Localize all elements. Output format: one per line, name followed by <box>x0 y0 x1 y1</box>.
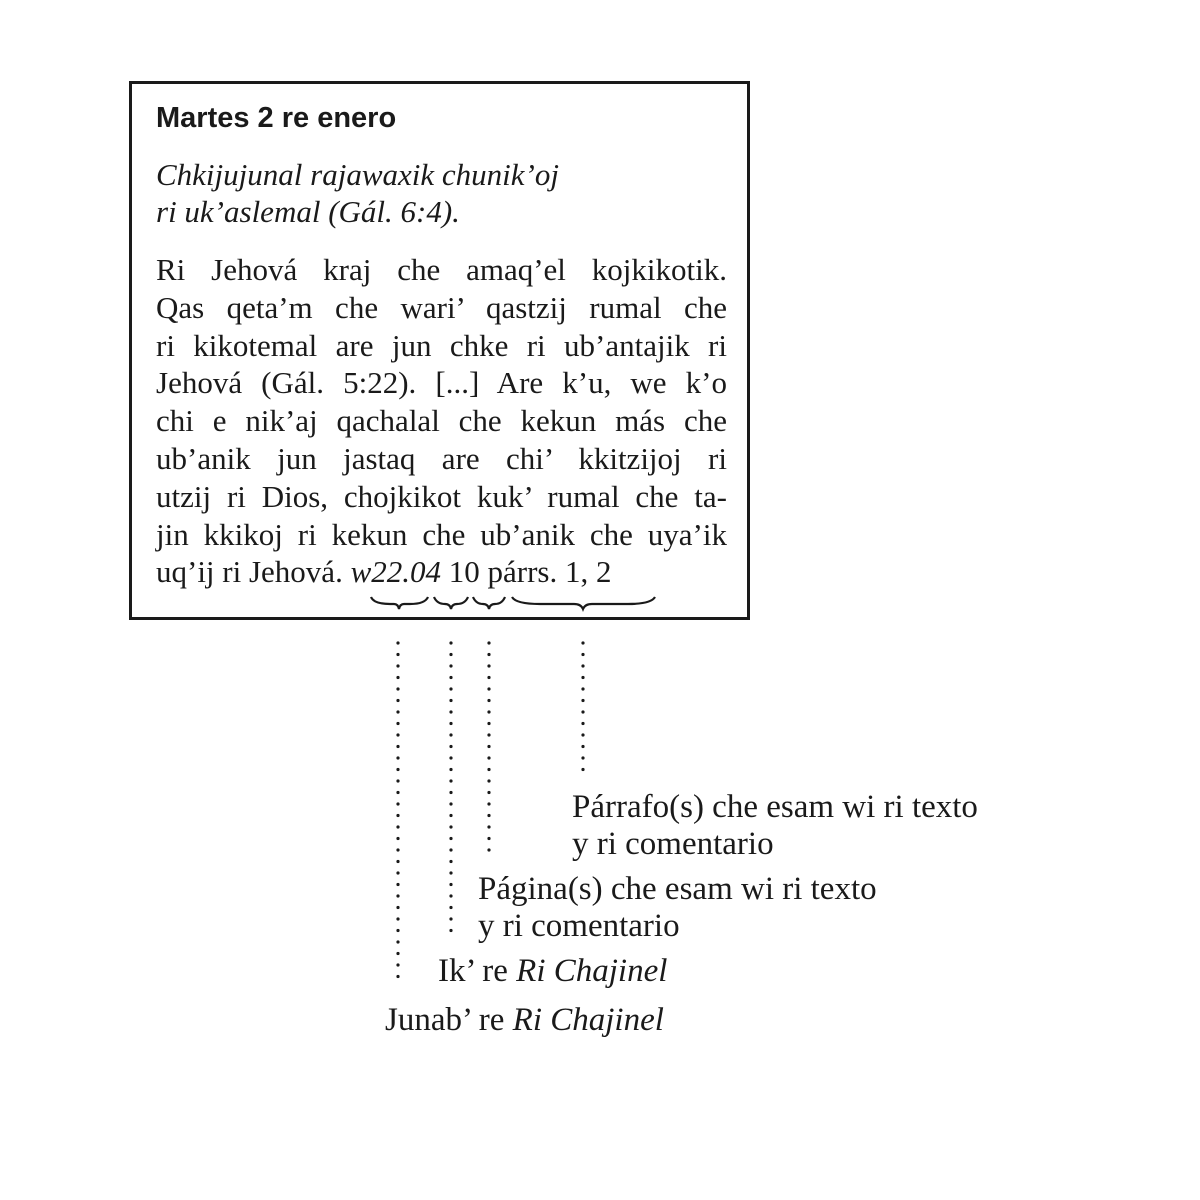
legend-year <box>385 1002 664 1039</box>
theme-line: ri uk’aslemal (Gál. 6:4). <box>156 194 460 229</box>
brace-issue <box>434 597 468 609</box>
body-line: ri kikotemal are jun chke ri ub’antajik ri <box>156 327 727 363</box>
legend-year-name: Ri Chajinel <box>512 1002 664 1038</box>
brace-page <box>473 597 505 609</box>
legend-pages-line: y ri comentario <box>478 908 680 944</box>
body-line: jin kkikoj ri kekun che ub’anik che uya’ik <box>156 516 727 552</box>
reference-issue: .04 <box>402 554 442 590</box>
reference-year: w22 <box>350 554 403 590</box>
body-line: Ri Jehová kraj che amaq’el kojkikotik. <box>156 252 727 287</box>
legend-paragraphs-line: y ri comentario <box>572 826 774 862</box>
reference-paragraphs: párrs. 1, 2 <box>487 554 612 590</box>
brace-year <box>371 597 428 609</box>
entry-date-title: Martes 2 re enero <box>156 102 397 134</box>
body-line: ub’anik jun jastaq are chi’ kkitzijoj ri <box>156 440 727 476</box>
legend-pages <box>478 871 877 945</box>
legend-year-prefix: Junab’ re <box>385 1002 505 1038</box>
last-line-text: uq’ij ri Jehová. <box>156 554 343 590</box>
body-line: chi e nik’aj qachalal che kekun más che <box>156 403 727 439</box>
theme-line: Chkijujunal rajawaxik chunik’oj <box>156 157 559 192</box>
legend-paragraphs <box>572 789 978 863</box>
body-line: utzij ri Dios, chojkikot kuk’ rumal che ta- <box>156 478 727 514</box>
reference-page: 10 <box>448 554 480 590</box>
legend-pages-line: Página(s) che esam wi ri texto <box>478 871 877 907</box>
body-line: Qas qeta’m che wari’ qastzij rumal che <box>156 289 727 325</box>
legend-paragraphs-line: Párrafo(s) che esam wi ri texto <box>572 789 978 825</box>
brace-paragraphs <box>512 597 655 609</box>
legend-issue <box>438 953 667 990</box>
body-line: Jehová (Gál. 5:22). [...] Are k’u, we k’o <box>156 365 727 401</box>
legend-issue-name: Ri Chajinel <box>516 953 668 989</box>
legend-issue-prefix: Ik’ re <box>438 953 508 989</box>
